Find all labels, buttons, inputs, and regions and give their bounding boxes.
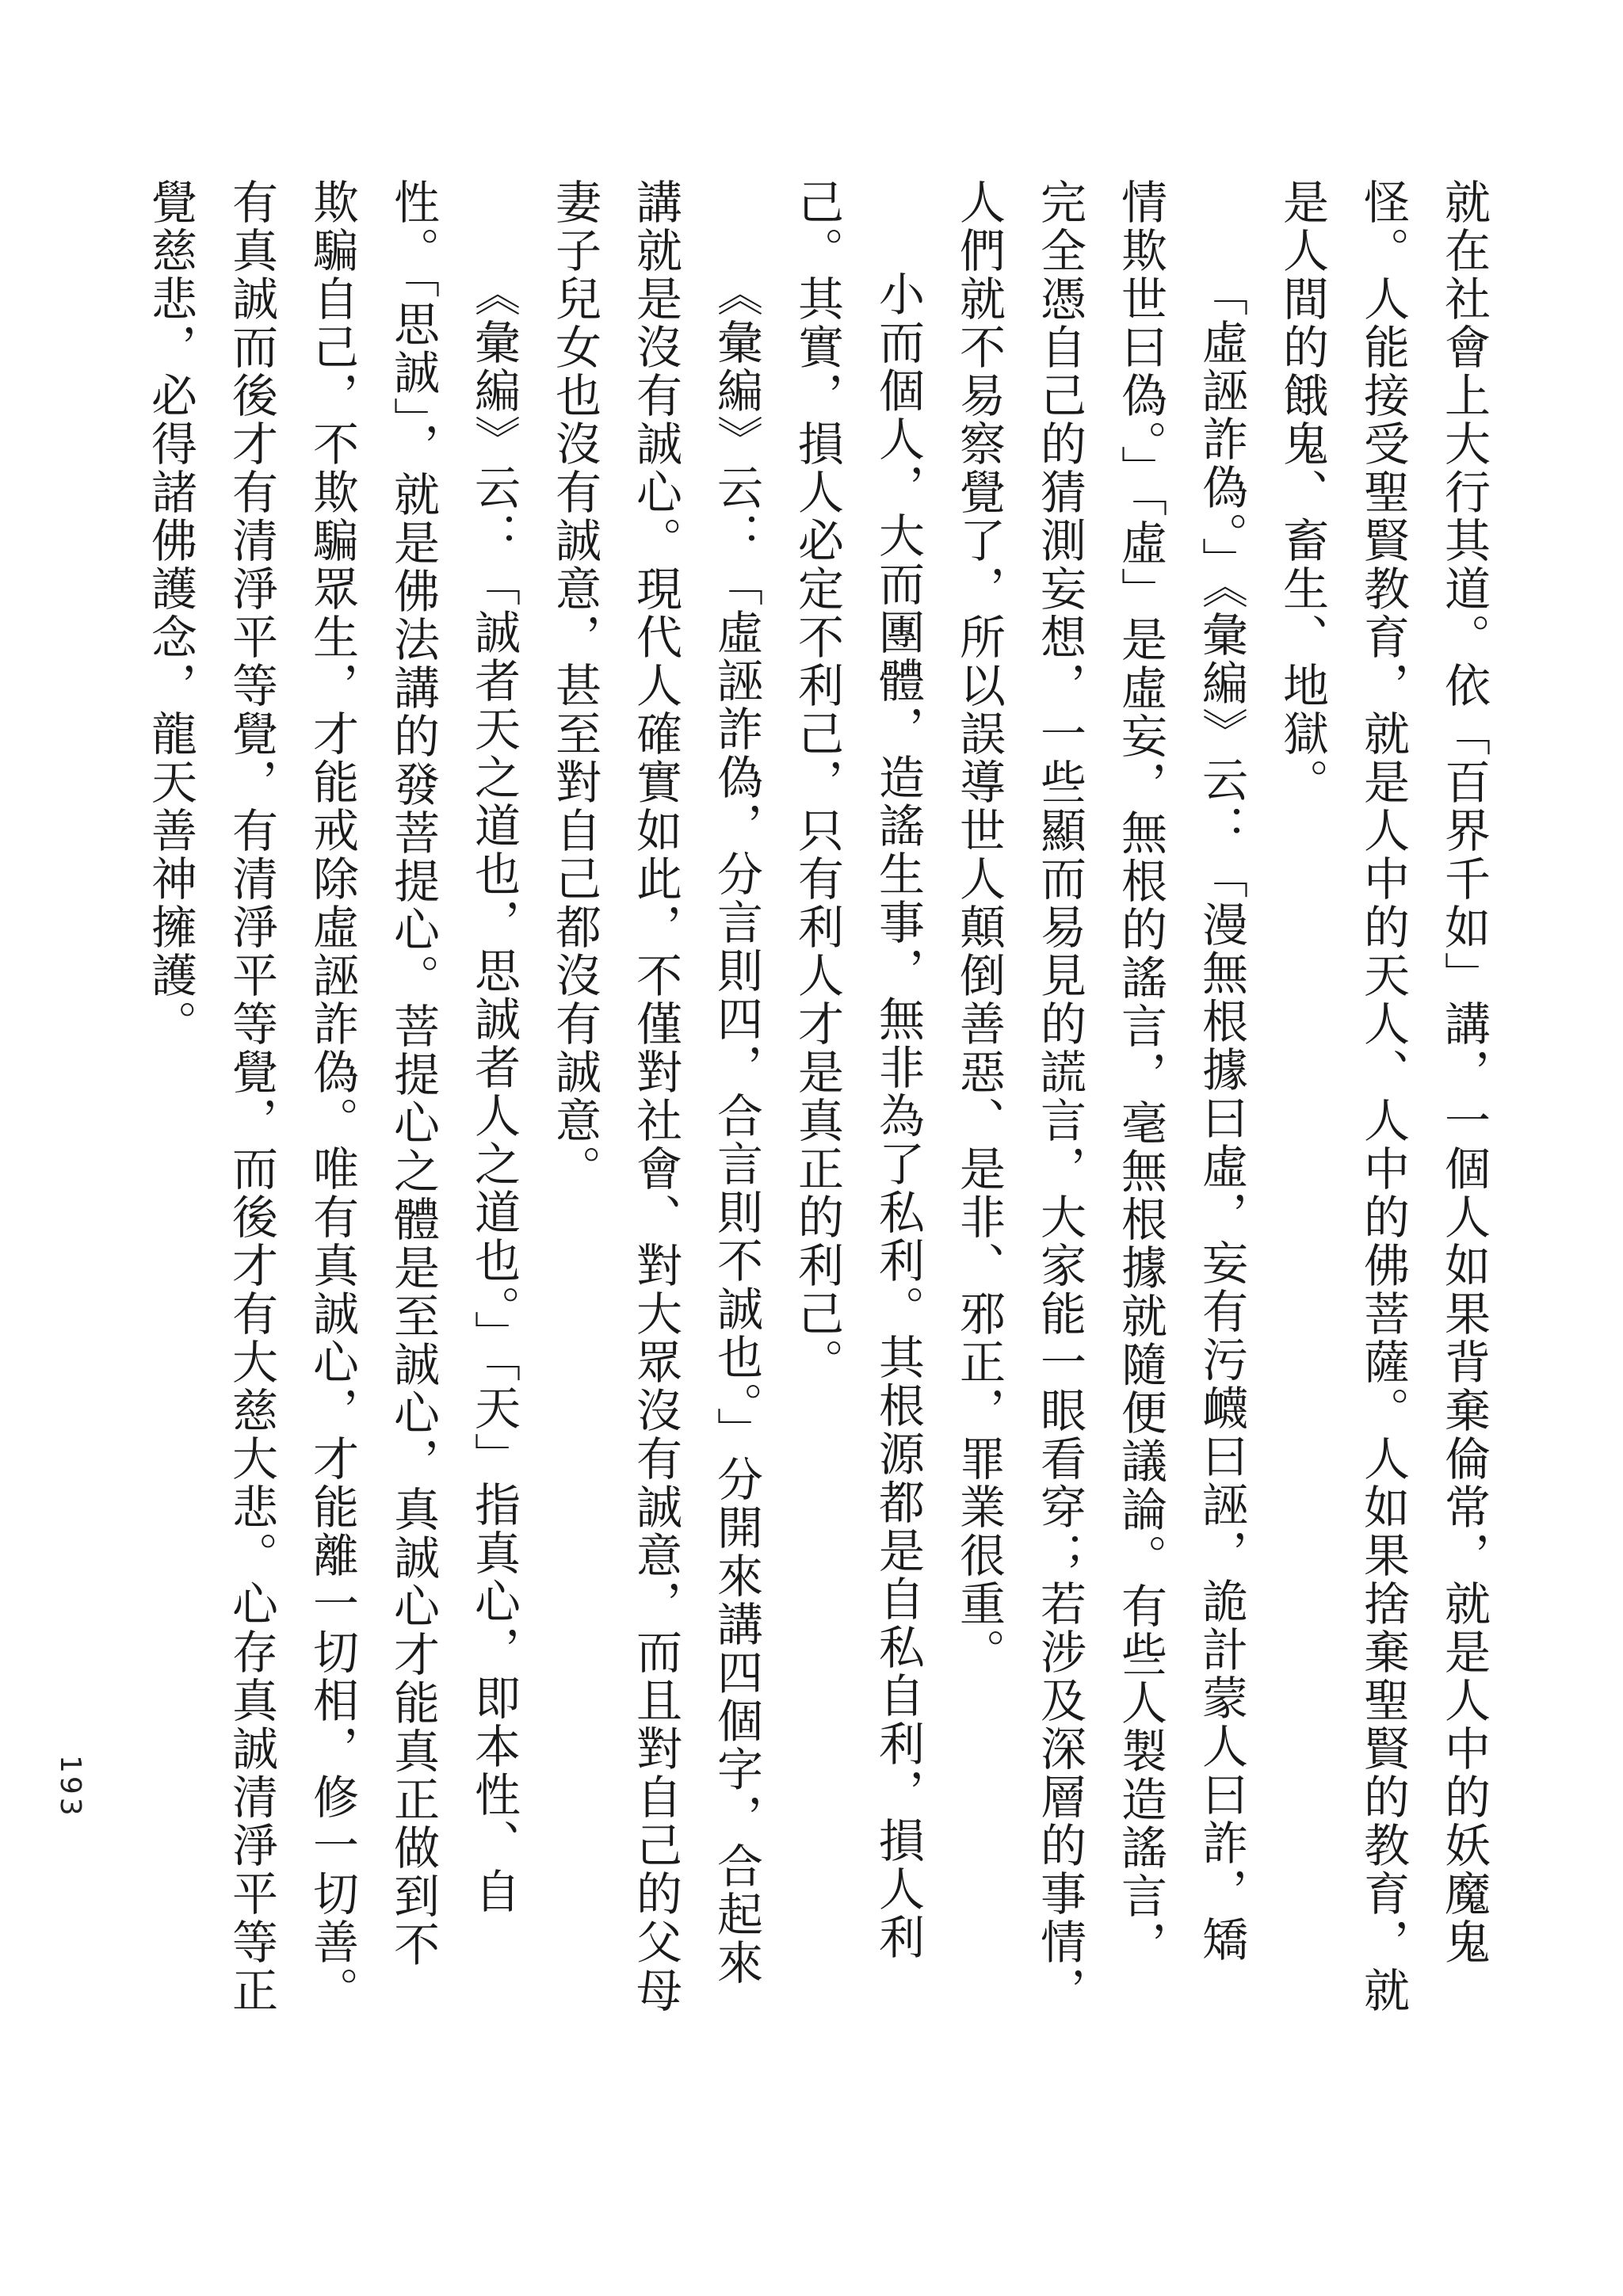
text-line: 完全憑自己的猜測妄想，一些顯而易見的謊言，大家能一眼看穿；若涉及深層的事情， (1033, 178, 1086, 2015)
text-column (1423, 178, 1504, 2143)
text-line: 是人間的餓鬼、畜生、地獄。 (1275, 178, 1329, 807)
page-number: 193 (54, 1755, 86, 1819)
text-column (857, 178, 938, 2143)
text-column (938, 178, 1019, 2143)
text-column (696, 178, 777, 2143)
text-column (534, 178, 615, 2143)
text-column (1019, 178, 1100, 2143)
text-column (211, 178, 292, 2143)
text-line: 己。其實，損人必定不利己，只有利人才是真正的利己。 (790, 178, 844, 1386)
text-line: 講就是沒有誠心。現代人確實如此，不僅對社會、對大眾沒有誠意，而且對自己的父母 (628, 178, 682, 2015)
text-line: 性。「思誠」，就是佛法講的發菩提心。菩提心之體是至誠心，真誠心才能真正做到不 (386, 178, 440, 1969)
text-line: 《彙編》云：「誠者天之道也，思誠者人之道也。」「天」指真心，即本性、自 (467, 270, 521, 1916)
text-column (1181, 178, 1262, 2143)
text-line: 欺騙自己，不欺騙眾生，才能戒除虛誣詐偽。唯有真誠心，才能離一切相，修一切善。 (305, 178, 359, 2015)
text-line: 就在社會上大行其道。依「百界千如」講，一個人如果背棄倫常，就是人中的妖魔鬼 (1437, 178, 1491, 1966)
text-column (777, 178, 857, 2143)
text-column (372, 178, 453, 2143)
text-line: 情欺世曰偽。」「虛」是虛妄，無根的謠言，毫無根據就隨便議論。有些人製造謠言， (1113, 178, 1167, 1969)
text-column (1342, 178, 1423, 2143)
text-column (130, 178, 211, 2143)
text-column (453, 178, 534, 2143)
text-line: 妻子兒女也沒有誠意，甚至對自己都沒有誠意。 (548, 178, 601, 1193)
text-line: 覺慈悲，必得諸佛護念，龍天善神擁護。 (143, 178, 197, 1048)
text-column (1100, 178, 1181, 2143)
text-column (1262, 178, 1342, 2143)
body-text (130, 178, 1504, 2143)
text-line: 《彙編》云：「虛誣詐偽，分言則四，合言則不誠也。」分開來講四個字，合起來 (709, 270, 763, 1987)
text-line: 「虛誣詐偽。」《彙編》云：「漫無根據曰虛，妄有污衊曰誣，詭計蒙人曰詐，矯 (1194, 270, 1248, 1964)
text-line: 小而個人，大而團體，造謠生事，無非為了私利。其根源都是自私自利，損人利 (871, 270, 925, 1962)
text-line: 怪。人能接受聖賢教育，就是人中的天人、人中的佛菩薩。人如果捨棄聖賢的教育，就 (1356, 178, 1410, 2015)
text-line: 有真誠而後才有清淨平等覺，有清淨平等覺，而後才有大慈大悲。心存真誠清淨平等正 (224, 178, 278, 2015)
text-column (292, 178, 372, 2143)
text-column (615, 178, 696, 2143)
text-line: 人們就不易察覺了，所以誤導世人顛倒善惡、是非、邪正，罪業很重。 (952, 178, 1006, 1676)
